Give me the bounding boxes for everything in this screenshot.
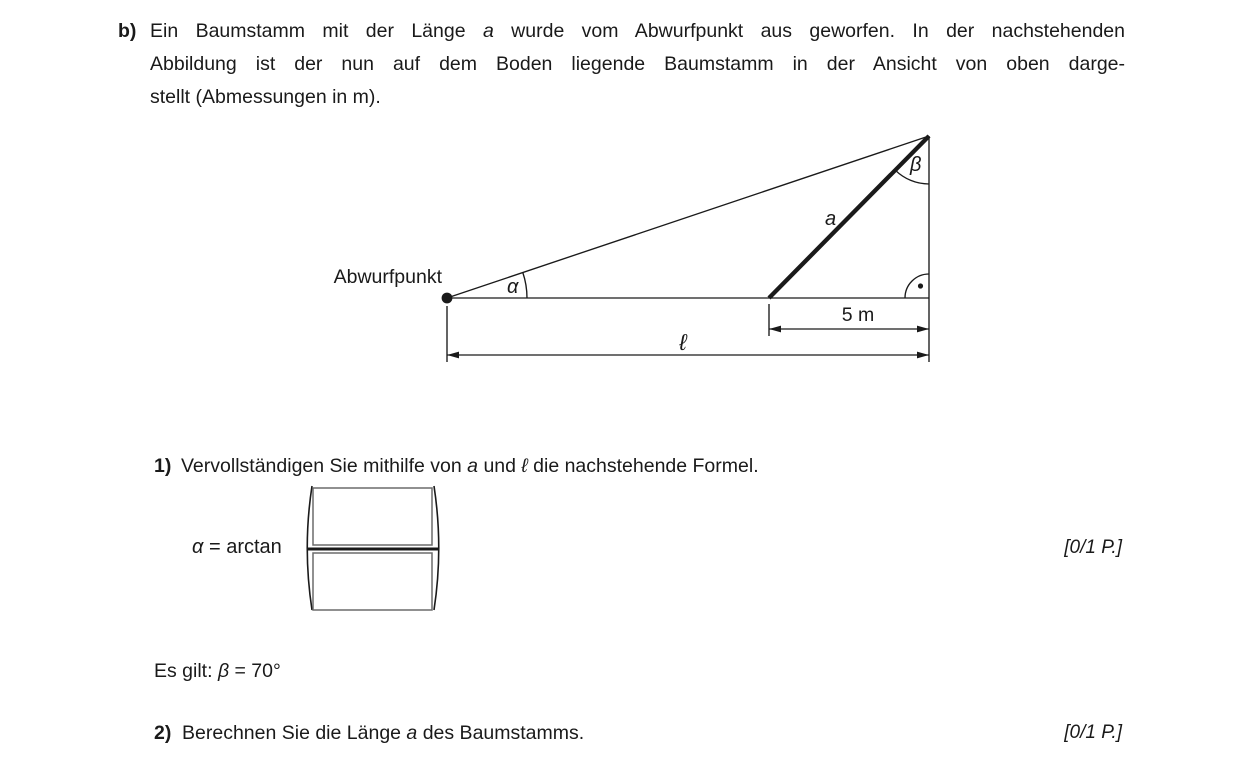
part-b-line-3: stellt (Abmessungen in m). [150, 86, 381, 108]
question1-points-badge: [0/1 P.] [1064, 537, 1122, 558]
trunk-length-label: a [825, 208, 837, 230]
alpha-label: α [507, 276, 519, 298]
question2-marker: 2) [154, 722, 172, 744]
question2-text: Berechnen Sie die Länge a des Baumstamms. [182, 722, 585, 744]
hypotenuse-line [447, 136, 929, 298]
ell-label: ℓ [679, 329, 687, 355]
dimension-arrow-5m-left [769, 326, 781, 333]
throw-point-dot [442, 293, 453, 304]
part-b-paragraph [118, 15, 1125, 114]
question1-text: Vervollständigen Sie mithilfe von a und ℓ die nachstehende Formel. [181, 455, 759, 477]
right-angle-arc [905, 274, 929, 298]
formula-lhs: α = arctan [192, 536, 282, 558]
part-b-text [150, 15, 1125, 114]
answer-box-numerator[interactable] [313, 488, 432, 545]
answer-box-denominator[interactable] [313, 553, 432, 610]
dimension-arrow-5m-right [917, 326, 929, 333]
beta-label: β [910, 154, 922, 176]
throw-point-label: Abwurfpunkt [333, 266, 442, 288]
alpha-angle-arc [523, 273, 527, 299]
formula-fraction-graphic [298, 484, 448, 614]
given-beta-statement: Es gilt: β = 70° [154, 660, 281, 682]
fraction-bar [308, 548, 438, 551]
question2-points-badge: [0/1 P.] [1064, 722, 1122, 743]
question1-marker: 1) [154, 455, 172, 477]
dimension-arrow-ell-right [917, 352, 929, 359]
right-angle-dot [918, 283, 923, 288]
part-b-line-1: Ein Baumstamm mit der Länge a wurde vom Abwurfpunkt aus geworfen. In der nachstehenden [150, 20, 1125, 42]
dimension-arrow-ell-left [447, 352, 459, 359]
tree-trunk-line [769, 136, 929, 298]
five-m-label: 5 m [841, 304, 875, 326]
triangle-diagram [320, 120, 960, 380]
part-b-marker: b) [118, 20, 137, 42]
part-b-line-2: Abbildung ist der nun auf dem Boden liegende Baumstamm in der Ansicht von oben darge- [150, 53, 1125, 75]
